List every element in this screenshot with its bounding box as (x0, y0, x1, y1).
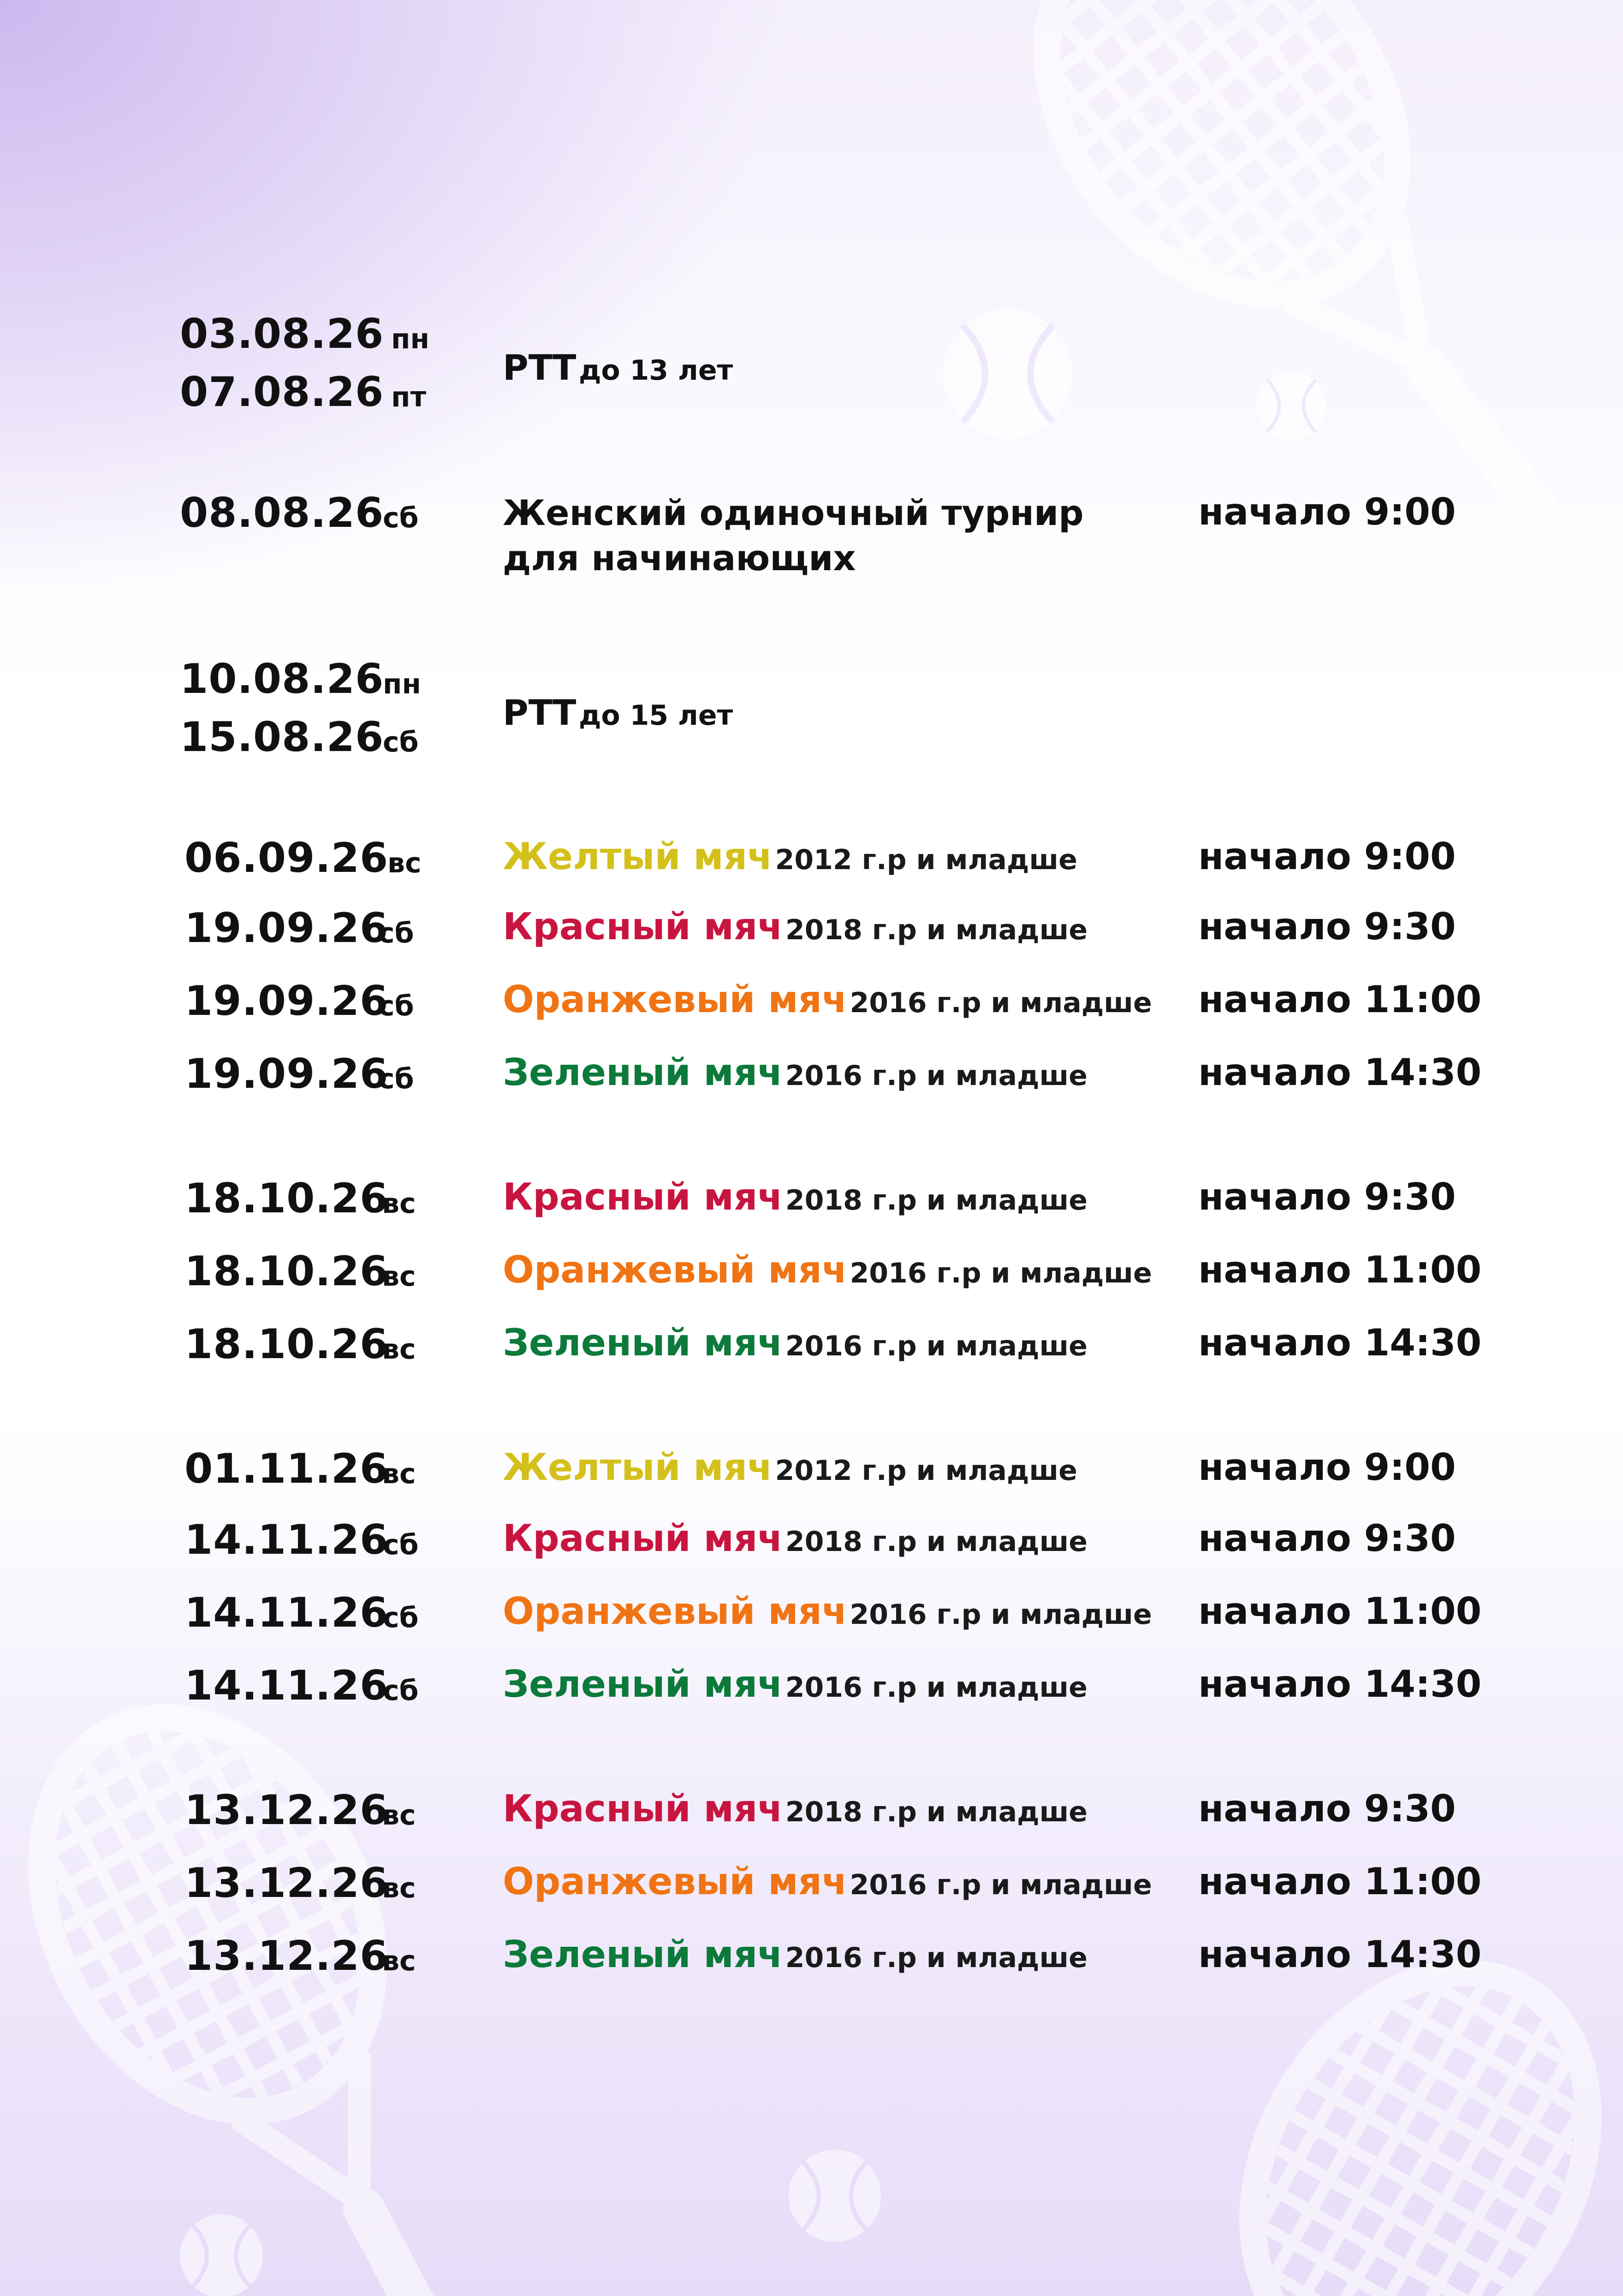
row-day-of-week: сб (378, 1063, 414, 1095)
tennis-ball-icon (943, 309, 1072, 438)
ball-category-name: Красный мяч (503, 1787, 783, 1830)
row-start-time: начало 11:00 (1198, 1860, 1482, 1903)
row-date: 06.09.26 (184, 834, 389, 882)
row-start-time: начало 14:30 (1198, 1663, 1482, 1706)
event-day-of-week: пн (383, 668, 421, 700)
row-start-time: начало 14:30 (1198, 1321, 1482, 1364)
row-day-of-week: вс (382, 1187, 416, 1220)
age-group: 2016 г.р и младше (850, 1257, 1152, 1289)
row-day-of-week: сб (378, 917, 414, 949)
event-name-line: Женский одиночный турнир (503, 492, 1084, 533)
ball-category-name: Зеленый мяч (503, 1663, 783, 1706)
row-date: 14.11.26 (184, 1662, 389, 1709)
event-date-start: 10.08.26 (180, 655, 384, 703)
ball-category-name: Зеленый мяч (503, 1933, 783, 1976)
row-category (503, 1933, 1088, 1976)
row-day-of-week: вс (382, 1333, 416, 1366)
event-age-group: до 15 лет (578, 699, 733, 732)
ball-category-name: Красный мяч (503, 1517, 783, 1560)
event-start-time: начало 9:00 (1198, 490, 1456, 533)
tennis-ball-icon (180, 2214, 263, 2296)
ball-category-name: Красный мяч (503, 905, 783, 948)
row-date: 19.09.26 (184, 977, 389, 1025)
row-day-of-week: сб (383, 1675, 419, 1707)
row-day-of-week: вс (382, 1799, 416, 1831)
tennis-ball-icon (1257, 371, 1326, 441)
event-date-end: 07.08.26 (180, 368, 384, 416)
ball-category-name: Оранжевый мяч (503, 1860, 847, 1903)
row-date: 13.12.26 (184, 1786, 389, 1834)
row-day-of-week: вс (382, 1458, 416, 1490)
ball-category-name: Зеленый мяч (503, 1051, 783, 1094)
age-group: 2018 г.р и младше (785, 1796, 1088, 1828)
row-category (503, 905, 1088, 948)
age-group: 2018 г.р и младше (785, 1184, 1088, 1217)
age-group: 2016 г.р и младше (785, 1671, 1088, 1704)
row-category (503, 1517, 1088, 1560)
row-category (503, 1446, 1077, 1489)
row-date: 01.11.26 (184, 1445, 389, 1492)
event-day-of-week: пт (391, 381, 427, 413)
row-date: 13.12.26 (184, 1932, 389, 1980)
age-group: 2016 г.р и младше (850, 987, 1152, 1019)
row-start-time: начало 9:30 (1198, 1175, 1456, 1218)
row-start-time: начало 9:30 (1198, 905, 1456, 948)
row-start-time: начало 11:00 (1198, 1248, 1482, 1291)
age-group: 2016 г.р и младше (785, 1942, 1088, 1974)
row-category (503, 1663, 1088, 1706)
row-start-time: начало 14:30 (1198, 1933, 1482, 1976)
event-date: 08.08.26 (180, 489, 384, 537)
row-day-of-week: сб (378, 990, 414, 1022)
event-name: РТТ (503, 347, 577, 388)
tennis-ball-icon (789, 2150, 881, 2242)
age-group: 2012 г.р и младше (775, 1455, 1077, 1487)
age-group: 2016 г.р и младше (850, 1598, 1152, 1631)
event-day-of-week: сб (383, 726, 419, 758)
row-category (503, 1787, 1088, 1830)
ball-category-name: Зеленый мяч (503, 1321, 783, 1364)
row-start-time: начало 9:00 (1198, 835, 1456, 878)
row-date: 19.09.26 (184, 1050, 389, 1097)
row-date: 18.10.26 (184, 1247, 389, 1295)
age-group: 2012 г.р и младше (775, 844, 1077, 876)
event-name: РТТ (503, 692, 577, 733)
tennis-racket-icon (975, 0, 1623, 709)
row-category (503, 1321, 1088, 1364)
ball-category-name: Желтый мяч (503, 835, 773, 878)
row-day-of-week: вс (387, 847, 422, 879)
age-group: 2016 г.р и младше (850, 1869, 1152, 1901)
row-start-time: начало 9:30 (1198, 1787, 1456, 1830)
event-name-line: для начинающих (503, 537, 856, 578)
event-title (503, 490, 1084, 581)
row-date: 13.12.26 (184, 1859, 389, 1907)
row-day-of-week: сб (383, 1602, 419, 1634)
row-category (503, 1860, 1152, 1903)
age-group: 2018 г.р и младше (785, 914, 1088, 946)
row-start-time: начало 14:30 (1198, 1051, 1482, 1094)
event-day-of-week: пн (391, 323, 429, 355)
row-category (503, 835, 1077, 878)
row-date: 18.10.26 (184, 1175, 389, 1222)
event-title (503, 347, 733, 388)
event-day-of-week: сб (383, 502, 419, 534)
row-day-of-week: вс (382, 1945, 416, 1977)
row-day-of-week: сб (383, 1529, 419, 1561)
event-age-group: до 13 лет (578, 354, 733, 387)
row-date: 14.11.26 (184, 1589, 389, 1636)
row-date: 14.11.26 (184, 1516, 389, 1563)
row-day-of-week: вс (382, 1872, 416, 1904)
ball-category-name: Оранжевый мяч (503, 1590, 847, 1633)
row-date: 19.09.26 (184, 904, 389, 952)
row-start-time: начало 9:30 (1198, 1517, 1456, 1560)
row-category (503, 1590, 1152, 1633)
row-category (503, 978, 1152, 1021)
row-start-time: начало 11:00 (1198, 1590, 1482, 1633)
row-category (503, 1051, 1088, 1094)
event-date-end: 15.08.26 (180, 713, 384, 761)
ball-category-name: Оранжевый мяч (503, 1248, 847, 1291)
ball-category-name: Красный мяч (503, 1175, 783, 1218)
row-date: 18.10.26 (184, 1320, 389, 1368)
ball-category-name: Оранжевый мяч (503, 978, 847, 1021)
row-start-time: начало 9:00 (1198, 1446, 1456, 1489)
row-category (503, 1175, 1088, 1218)
row-day-of-week: вс (382, 1260, 416, 1293)
age-group: 2016 г.р и младше (785, 1330, 1088, 1362)
event-title (503, 692, 733, 733)
age-group: 2018 г.р и младше (785, 1526, 1088, 1558)
row-start-time: начало 11:00 (1198, 978, 1482, 1021)
ball-category-name: Желтый мяч (503, 1446, 773, 1489)
row-category (503, 1248, 1152, 1291)
event-date-start: 03.08.26 (180, 310, 384, 358)
age-group: 2016 г.р и младше (785, 1060, 1088, 1092)
